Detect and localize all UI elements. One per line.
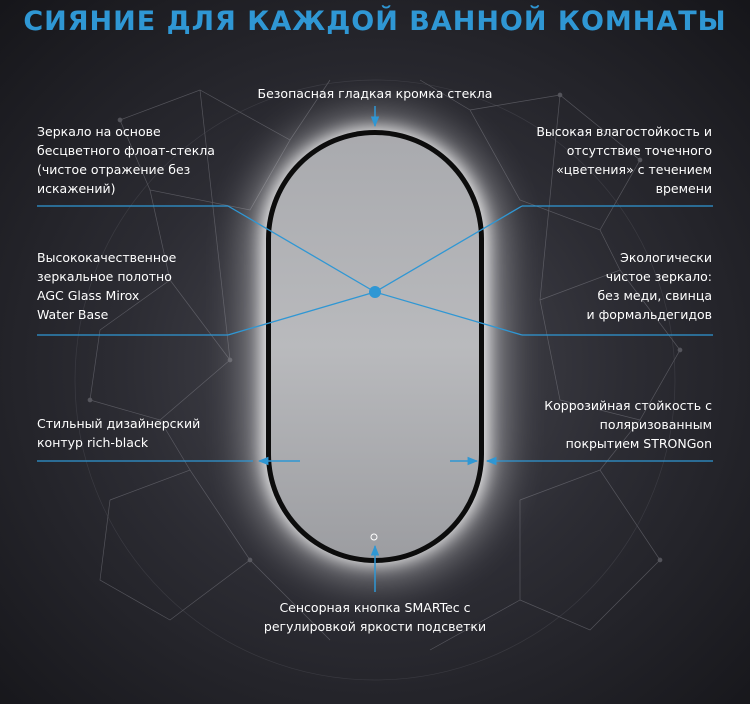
callout-agc-glass: Высококачественное зеркальное полотно AGC Glass Mirox Water Base	[37, 250, 177, 322]
callout-touch-button: Сенсорная кнопка SMARTec с регулировкой яркости подсветки	[263, 600, 487, 634]
callout-frame: Стильный дизайнерский контур rich-black	[37, 416, 201, 450]
callout-corrosion: Коррозийная стойкость с поляризованным покрытием STRONGon	[544, 398, 712, 451]
callout-top-edge: Безопасная гладкая кромка стекла	[257, 86, 493, 101]
mirror-glass	[271, 135, 479, 558]
callout-eco: Экологически чистое зеркало: без меди, свинца и формальдегидов	[586, 250, 712, 322]
page-title: СИЯНИЕ ДЛЯ КАЖДОЙ ВАННОЙ КОМНАТЫ	[23, 6, 727, 37]
center-dot-icon	[369, 286, 381, 298]
callout-float-glass: Зеркало на основе бесцветного флоат-стекла (чистое отражение без искажений)	[37, 124, 215, 196]
callout-moisture: Высокая влагостойкость и отсутствие точечного «цветения» с течением времени	[536, 124, 712, 196]
